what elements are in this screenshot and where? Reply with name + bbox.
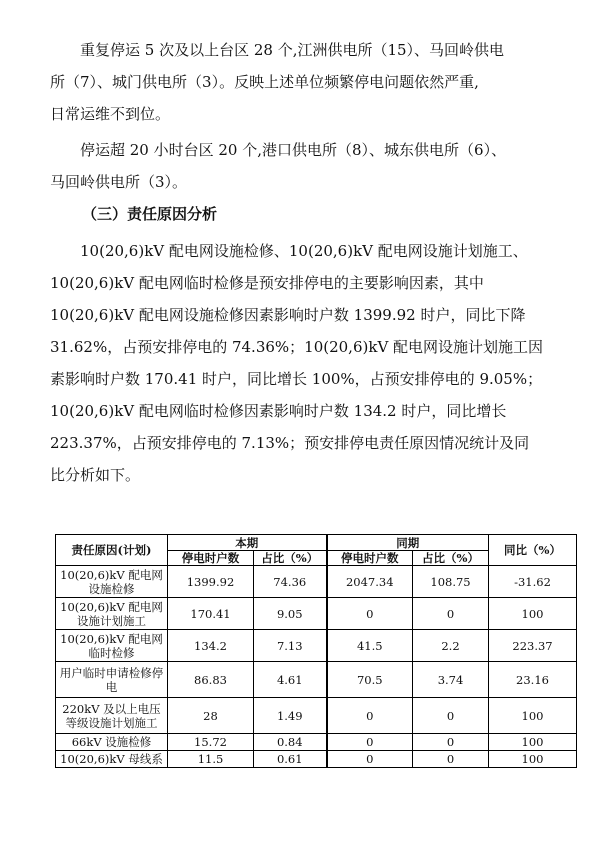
table-row [56, 630, 577, 662]
header-yoy: 同比（%） [489, 535, 577, 566]
cell-yoy: 100 [489, 751, 577, 768]
cell-reason: 10(20,6)kV 配电网设施计划施工 [56, 598, 168, 630]
cell-reason: 66kV 设施检修 [56, 734, 168, 751]
paragraph-line: 停运超 20 小时台区 20 个,港口供电所（8）、城东供电所（6）、 [50, 141, 507, 159]
cell-previous-hours: 41.5 [327, 630, 413, 662]
cell-previous-hours: 2047.34 [327, 566, 413, 598]
cell-current-share: 4.61 [254, 662, 327, 698]
cell-current-share: 1.49 [254, 698, 327, 734]
paragraph-line: 223.37%，占预安排停电的 7.13%；预安排停电责任原因情况统计及同 [50, 434, 530, 452]
header-previous-share: 占比（%） [413, 551, 489, 566]
cell-current-hours: 1399.92 [168, 566, 254, 598]
cause-statistics-table [55, 534, 577, 768]
cell-previous-share: 0 [413, 598, 489, 630]
cell-yoy: 100 [489, 598, 577, 630]
cell-reason: 10(20,6)kV 母线系 [56, 751, 168, 768]
cell-reason: 10(20,6)kV 配电网临时检修 [56, 630, 168, 662]
paragraph-line: 马回岭供电所（3）。 [50, 173, 188, 191]
cell-current-share: 0.84 [254, 734, 327, 751]
paragraph-line: 10(20,6)kV 配电网临时检修是预安排停电的主要影响因素，其中 [50, 274, 484, 292]
table-row [56, 662, 577, 698]
cell-previous-share: 2.2 [413, 630, 489, 662]
paragraph-cause-analysis [50, 235, 570, 491]
cell-current-share: 0.61 [254, 751, 327, 768]
cell-previous-share: 0 [413, 751, 489, 768]
paragraph-line: 10(20,6)kV 配电网临时检修因素影响时户数 134.2 时户，同比增长 [50, 402, 507, 420]
header-current-hours: 停电时户数 [168, 551, 254, 566]
header-previous-period: 同期 [327, 535, 489, 551]
cell-current-share: 9.05 [254, 598, 327, 630]
paragraph-line: 31.62%，占预安排停电的 74.36%；10(20,6)kV 配电网设施计划施工因 [50, 338, 544, 356]
cell-previous-share: 0 [413, 698, 489, 734]
paragraph-line: 重复停运 5 次及以上台区 28 个,江洲供电所（15）、马回岭供电 [50, 41, 505, 59]
cell-yoy: 100 [489, 734, 577, 751]
cell-previous-share: 3.74 [413, 662, 489, 698]
paragraph-frequent-outages [50, 34, 570, 130]
cell-previous-share: 108.75 [413, 566, 489, 598]
cell-yoy: -31.62 [489, 566, 577, 598]
header-current-period: 本期 [168, 535, 327, 551]
paragraph-line: 所（7）、城门供电所（3）。反映上述单位频繁停电问题依然严重, [50, 73, 479, 91]
cell-previous-hours: 0 [327, 751, 413, 768]
table-row [56, 598, 577, 630]
paragraph-line: 素影响时户数 170.41 时户，同比增长 100%，占预安排停电的 9.05%； [50, 370, 543, 388]
cell-current-hours: 134.2 [168, 630, 254, 662]
cell-yoy: 23.16 [489, 662, 577, 698]
cell-current-hours: 86.83 [168, 662, 254, 698]
cell-previous-hours: 0 [327, 734, 413, 751]
cell-yoy: 100 [489, 698, 577, 734]
header-current-share: 占比（%） [254, 551, 327, 566]
table-row [56, 751, 577, 768]
cell-previous-hours: 70.5 [327, 662, 413, 698]
cell-current-share: 74.36 [254, 566, 327, 598]
cell-previous-hours: 0 [327, 698, 413, 734]
table-row [56, 698, 577, 734]
section-heading: （三）责任原因分析 [82, 205, 218, 223]
cell-yoy: 223.37 [489, 630, 577, 662]
table-row [56, 734, 577, 751]
header-previous-hours: 停电时户数 [327, 551, 413, 566]
cell-current-hours: 11.5 [168, 751, 254, 768]
cell-current-share: 7.13 [254, 630, 327, 662]
cell-reason: 220kV 及以上电压等级设施计划施工 [56, 698, 168, 734]
cell-current-hours: 28 [168, 698, 254, 734]
cell-reason: 用户临时申请检修停电 [56, 662, 168, 698]
paragraph-line: 日常运维不到位。 [50, 105, 171, 123]
header-reason: 责任原因(计划) [56, 535, 168, 566]
paragraph-line: 比分析如下。 [50, 466, 141, 484]
paragraph-long-outages [50, 134, 570, 198]
cell-previous-share: 0 [413, 734, 489, 751]
cell-previous-hours: 0 [327, 598, 413, 630]
cell-current-hours: 15.72 [168, 734, 254, 751]
cell-reason: 10(20,6)kV 配电网设施检修 [56, 566, 168, 598]
paragraph-line: 10(20,6)kV 配电网设施检修、10(20,6)kV 配电网设施计划施工、 [50, 242, 528, 260]
paragraph-line: 10(20,6)kV 配电网设施检修因素影响时户数 1399.92 时户，同比下降 [50, 306, 526, 324]
table-row [56, 566, 577, 598]
cell-current-hours: 170.41 [168, 598, 254, 630]
